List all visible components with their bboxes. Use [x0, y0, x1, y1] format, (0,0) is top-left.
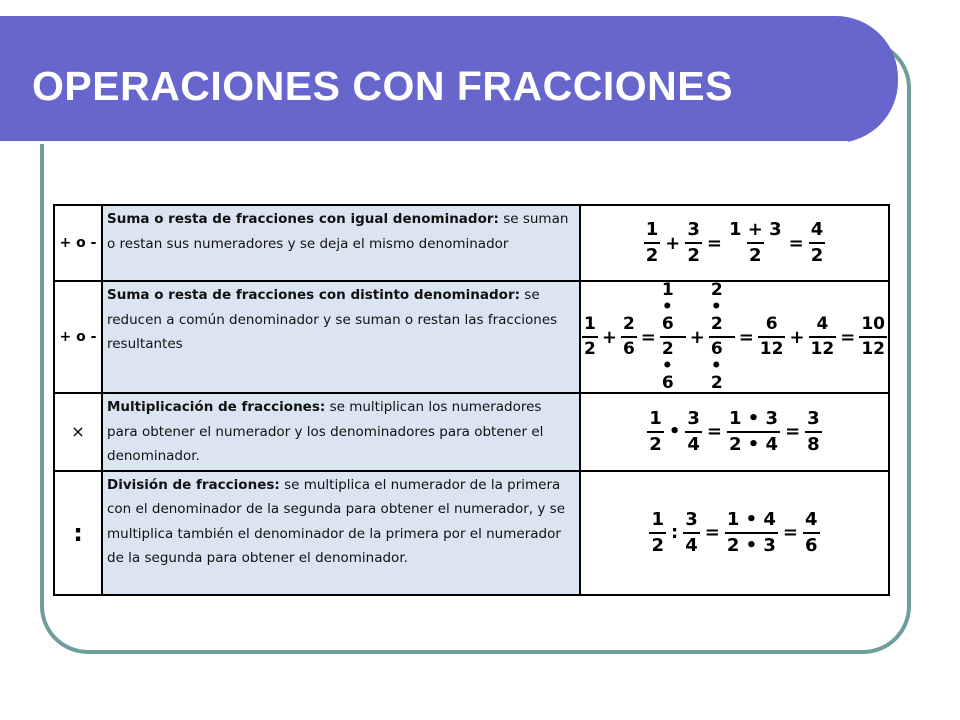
table-row — [54, 205, 889, 281]
rule-title: Suma o resta de fracciones con igual denominador: — [107, 211, 499, 227]
operation-description — [102, 471, 580, 595]
denominator: 2 — [644, 242, 661, 265]
operation-description — [102, 281, 580, 393]
operation-symbol: + o - — [54, 281, 102, 393]
numerator: 6 — [765, 314, 778, 334]
denominator: 2 • 4 — [727, 431, 780, 454]
operation-description — [102, 205, 580, 281]
denominator: 4 — [685, 431, 702, 454]
operator: • — [668, 421, 681, 443]
numerator: 2 • 2 — [710, 280, 723, 334]
numerator: 4 — [805, 508, 818, 530]
fraction — [620, 316, 638, 358]
fraction — [643, 221, 662, 265]
denominator: 2 • 6 — [660, 336, 686, 392]
numerator: 3 — [687, 219, 700, 240]
numerator: 1 • 4 — [726, 508, 776, 530]
operator: + — [601, 326, 617, 348]
fraction-expression — [581, 282, 888, 392]
equals-sign: = — [704, 522, 720, 543]
numerator: 1 — [645, 219, 659, 240]
denominator: 2 — [582, 336, 598, 358]
denominator: 2 • 3 — [725, 532, 778, 555]
denominator: 2 — [685, 242, 702, 265]
rule-title: División de fracciones: — [107, 476, 280, 493]
fraction — [646, 407, 665, 455]
equals-sign: = — [706, 232, 722, 254]
numerator: 3 — [685, 508, 698, 530]
fraction — [708, 282, 736, 392]
denominator: 6 — [803, 532, 820, 555]
denominator: 12 — [758, 336, 786, 358]
numerator: 4 — [810, 219, 824, 240]
operator: + — [665, 232, 681, 254]
table-row — [54, 393, 889, 471]
operation-example — [580, 281, 889, 393]
fraction — [684, 221, 703, 265]
numerator: 3 — [807, 407, 820, 429]
fraction — [858, 316, 888, 358]
operation-symbol: × — [54, 393, 102, 471]
operation-example — [580, 393, 889, 471]
equals-sign: = — [706, 421, 722, 443]
rule-text: se suman o restan sus numeradores y se deja el mismo denominador — [107, 211, 569, 252]
numerator: 1 • 6 — [661, 280, 674, 334]
rule-text: se multiplican los numeradores para obtener el numerador y los denominadores para obtener el denominador. — [107, 399, 544, 464]
rule-text: se multiplica el numerador de la primera con el denominador de la segunda para obtener el numerador, y se multiplica también el denominador de la primera por el numerador de la segunda para obtener el denominador. — [107, 476, 566, 566]
equals-sign: = — [785, 421, 801, 443]
rule-text: se reducen a común denominador y se suman o restan las fracciones resultantes — [107, 287, 558, 352]
fraction — [581, 316, 599, 358]
equals-sign: = — [788, 232, 804, 254]
fraction — [684, 407, 703, 455]
fraction-expression — [581, 407, 888, 455]
denominator: 2 — [647, 431, 664, 454]
rule-title: Suma o resta de fracciones con distinto denominador: — [107, 287, 521, 303]
numerator: 1 — [651, 508, 664, 530]
fraction — [808, 221, 827, 265]
fraction — [802, 508, 821, 556]
denominator: 4 — [683, 532, 700, 555]
operator: + — [689, 326, 705, 348]
equals-sign: = — [640, 326, 656, 348]
denominator: 6 • 2 — [709, 336, 735, 392]
title-banner — [0, 16, 898, 143]
numerator: 10 — [861, 314, 885, 334]
equals-sign: = — [738, 326, 754, 348]
fraction — [726, 407, 781, 455]
numerator: 1 + 3 — [728, 219, 782, 240]
operation-example — [580, 205, 889, 281]
operator: : — [670, 522, 679, 543]
equals-sign: = — [782, 522, 798, 543]
numerator: 2 — [622, 314, 635, 334]
operation-symbol: + o - — [54, 205, 102, 281]
fraction — [724, 508, 779, 556]
operation-symbol: : — [54, 471, 102, 595]
denominator: 12 — [859, 336, 887, 358]
fraction — [659, 282, 687, 392]
title-underline — [0, 141, 848, 144]
fraction — [648, 508, 667, 556]
page-title: OPERACIONES CON FRACCIONES — [32, 63, 733, 109]
equals-sign: = — [840, 326, 856, 348]
fraction — [682, 508, 701, 556]
numerator: 1 — [584, 314, 596, 334]
table-row — [54, 281, 889, 393]
fraction-expression — [581, 508, 888, 556]
denominator: 12 — [809, 336, 837, 358]
operations-table — [53, 204, 890, 596]
rule-title: Multiplicación de fracciones: — [107, 399, 326, 415]
fraction — [808, 316, 838, 358]
fraction — [804, 407, 823, 455]
denominator: 8 — [805, 431, 822, 454]
denominator: 2 — [649, 532, 666, 555]
fraction-expression — [581, 221, 888, 265]
fraction — [726, 221, 785, 265]
denominator: 6 — [621, 336, 637, 358]
numerator: 3 — [687, 407, 700, 429]
numerator: 4 — [816, 314, 829, 334]
operation-description — [102, 393, 580, 471]
denominator: 2 — [809, 242, 826, 265]
denominator: 2 — [747, 242, 764, 265]
operator: + — [789, 326, 805, 348]
operation-example — [580, 471, 889, 595]
fraction — [757, 316, 787, 358]
numerator: 1 • 3 — [728, 407, 779, 429]
table-row — [54, 471, 889, 595]
numerator: 1 — [649, 407, 662, 429]
